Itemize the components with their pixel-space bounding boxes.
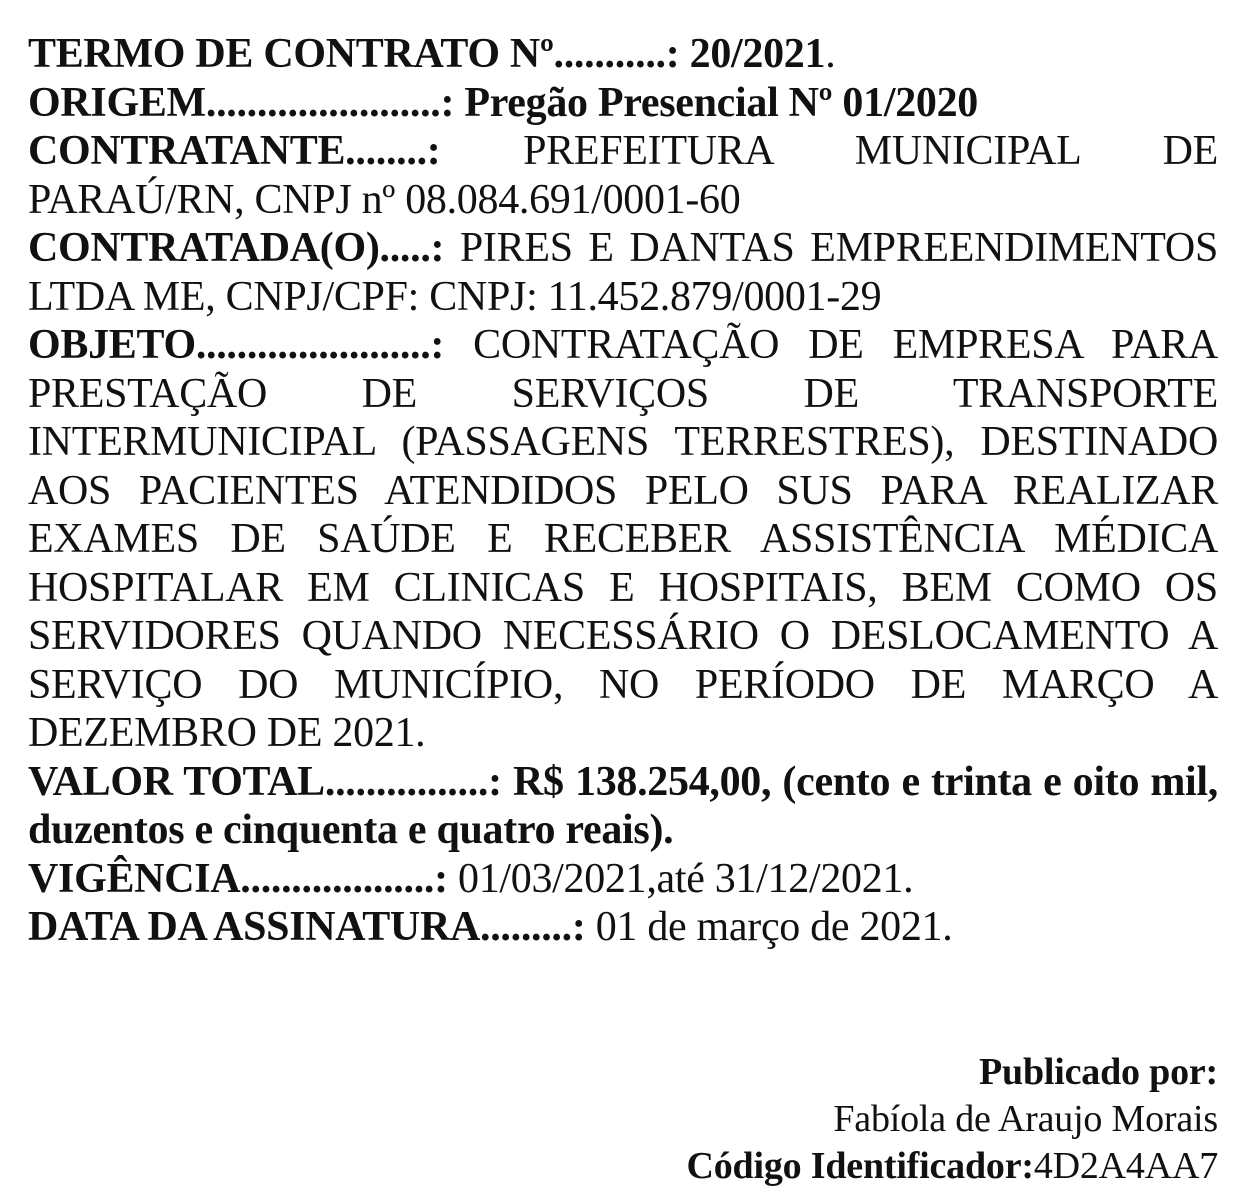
identifier-label: Código Identificador: bbox=[686, 1145, 1034, 1187]
identifier-line bbox=[687, 1143, 1218, 1190]
valor-label: VALOR TOTAL................: bbox=[28, 758, 502, 805]
contratante-paragraph bbox=[28, 127, 1218, 224]
assinatura-label: DATA DA ASSINATURA.........: bbox=[28, 904, 586, 950]
publisher-name: Fabíola de Araujo Morais bbox=[833, 1098, 1218, 1140]
valor-value: R$ 138.254,00, (cento e trinta e oito mil, duzentos e cinquenta e quatro reais). bbox=[28, 758, 1218, 853]
termo-label: TERMO DE CONTRATO Nº...........: bbox=[28, 31, 680, 77]
published-by-label: Publicado por: bbox=[979, 1051, 1218, 1093]
valor-paragraph bbox=[28, 758, 1218, 855]
identifier-code: 4D2A4AA7 bbox=[1033, 1145, 1218, 1187]
assinatura-line bbox=[28, 903, 1218, 952]
vigencia-label: VIGÊNCIA...................: bbox=[28, 855, 448, 902]
assinatura-value: 01 de março de 2021. bbox=[585, 904, 953, 950]
contratante-value: PREFEITURA MUNICIPAL DE PARAÚ/RN, CNPJ nº 08.084.691/0001-60 bbox=[28, 128, 1218, 223]
publication-signature bbox=[687, 1049, 1218, 1190]
origem-label: ORIGEM.......................: bbox=[28, 79, 455, 126]
vigencia-line bbox=[28, 855, 1218, 904]
objeto-label: OBJETO.......................: bbox=[28, 322, 445, 368]
termo-value: 20/2021 bbox=[679, 31, 826, 77]
contratada-label: CONTRATADA(O).....: bbox=[28, 225, 445, 271]
objeto-paragraph bbox=[28, 321, 1218, 758]
termo-line bbox=[28, 30, 1218, 79]
contratada-paragraph bbox=[28, 224, 1218, 321]
objeto-value: CONTRATAÇÃO DE EMPRESA PARA PRESTAÇÃO DE SERVIÇOS DE TRANSPORTE INTERMUNICIPAL (PASSAGENS TERRESTRES), DESTINADO AOS PACIENTES ATENDIDOS PELO SUS PARA REALIZAR EXAMES DE SAÚDE E RECEBER ASSISTÊNCIA MÉDICA HOSPITALAR EM CLINICAS E HOSPITAIS, BEM COMO OS SERVIDORES QUANDO NECESSÁRIO O DESLOCAMENTO A SERVIÇO DO MUNICÍPIO, NO PERÍODO DE MARÇO A DEZEMBRO DE 2021. bbox=[28, 322, 1218, 756]
origem-line bbox=[28, 79, 1218, 128]
origem-value: Pregão Presencial Nº 01/2020 bbox=[454, 79, 979, 126]
contratante-label: CONTRATANTE........: bbox=[28, 128, 441, 174]
contract-extract bbox=[28, 30, 1218, 952]
contratada-value: PIRES E DANTAS EMPREENDIMENTOS LTDA ME, CNPJ/CPF: CNPJ: 11.452.879/0001-29 bbox=[28, 225, 1218, 320]
termo-tail: . bbox=[825, 31, 836, 77]
vigencia-value: 01/03/2021,até 31/12/2021. bbox=[447, 855, 914, 902]
